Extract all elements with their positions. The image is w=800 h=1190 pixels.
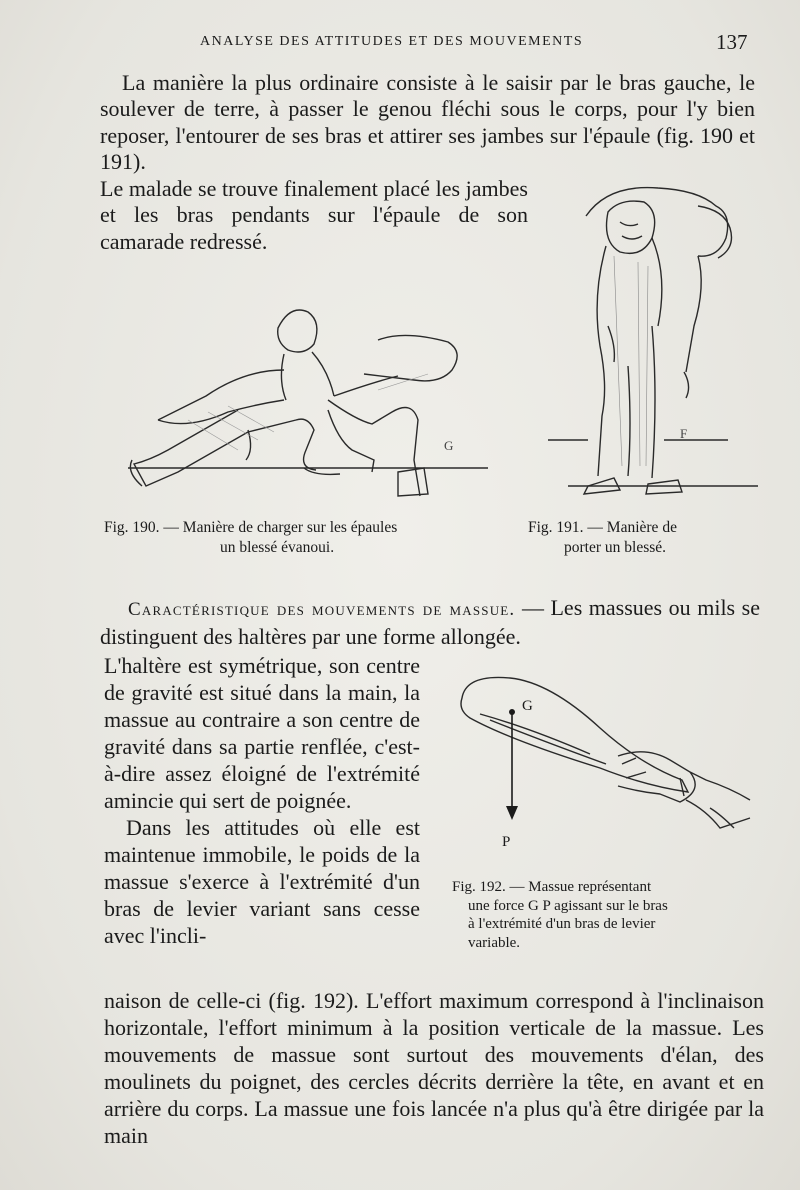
figure-191-caption-line2: porter un blessé. [564, 539, 667, 556]
paragraph-2-text: Le malade se trouve finalement placé les jambes et les bras pendants sur l'épaule de son camarade redressé. [100, 176, 528, 254]
figure-190-caption-line1: Fig. 190. — Manière de charger sur les épaules [104, 519, 398, 536]
figure-190-caption-line2: un blessé évanoui. [220, 539, 335, 556]
figure-190-caption [104, 518, 514, 558]
svg-text:G: G [444, 438, 454, 453]
svg-text:F: F [680, 426, 688, 441]
paragraph-1 [100, 70, 755, 176]
running-header [0, 30, 800, 58]
section-dash: — [515, 595, 551, 620]
section-intro [100, 594, 760, 650]
figure-192-caption [452, 878, 764, 952]
bottom-paragraph [104, 987, 764, 1149]
paragraph-2 [100, 176, 528, 255]
narrow-paragraph-1: L'haltère est symétrique, son centre de gravité est situé dans la main, la massue au contraire a son centre de gravité dans sa partie renflée, c'est-à-dire assez éloigné de l'extrémité amincie qui sert de poignée. [104, 653, 420, 813]
narrow-paragraph-2: Dans les attitudes où elle est maintenue immobile, le poids de la massue s'exerce à l'extrémité d'un bras de levier variant sans cesse avec l'incli- [104, 815, 420, 948]
figure-191-caption [528, 518, 760, 558]
section-intro-text: Les massues ou mils se distinguent des haltères par une forme allongée. [100, 595, 760, 649]
figure-191-illustration [548, 176, 768, 506]
figure-192-caption-line2: une force G P agissant sur le bras [468, 897, 668, 914]
narrow-column-text [104, 652, 420, 949]
label-g: G [522, 698, 533, 714]
figure-190-illustration [128, 300, 498, 500]
bottom-paragraph-text: naison de celle-ci (fig. 192). L'effort maximum correspond à l'inclinaison horizontale, l'effort minimum à la position verticale de la massue. Les mouvements de massue sont surtout des mouvements d'élan, des moulinets du poignet, des cercles décrits derrière la tête, en avant et en arrière du corps. La massue une fois lancée n'a plus qu'à être dirigée par la main [104, 988, 764, 1148]
label-p: P [502, 834, 511, 850]
figure-192-caption-line3: à l'extrémité d'un bras de levier [468, 916, 656, 932]
force-vector-arrowhead [506, 806, 518, 820]
page-number: 137 [716, 30, 748, 54]
paragraph-1-text: La manière la plus ordinaire consiste à le saisir par le bras gauche, le soulever de terre, à passer le genou fléchi sous le corps, pour l'y bien reposer, l'entourer de ses bras et attirer ses jambes sur l'épaule (fig. 190 et 191). [100, 70, 755, 175]
running-title: ANALYSE DES ATTITUDES ET DES MOUVEMENTS [200, 34, 584, 49]
figure-192-illustration [450, 668, 755, 858]
section-heading: Caractéristique des mouvements de massue. [128, 599, 516, 620]
figure-192-caption-line1: Fig. 192. — Massue représentant [452, 879, 652, 895]
figure-192-caption-line4: variable. [468, 934, 521, 951]
figure-191-caption-line1: Fig. 191. — Manière de [528, 519, 677, 536]
